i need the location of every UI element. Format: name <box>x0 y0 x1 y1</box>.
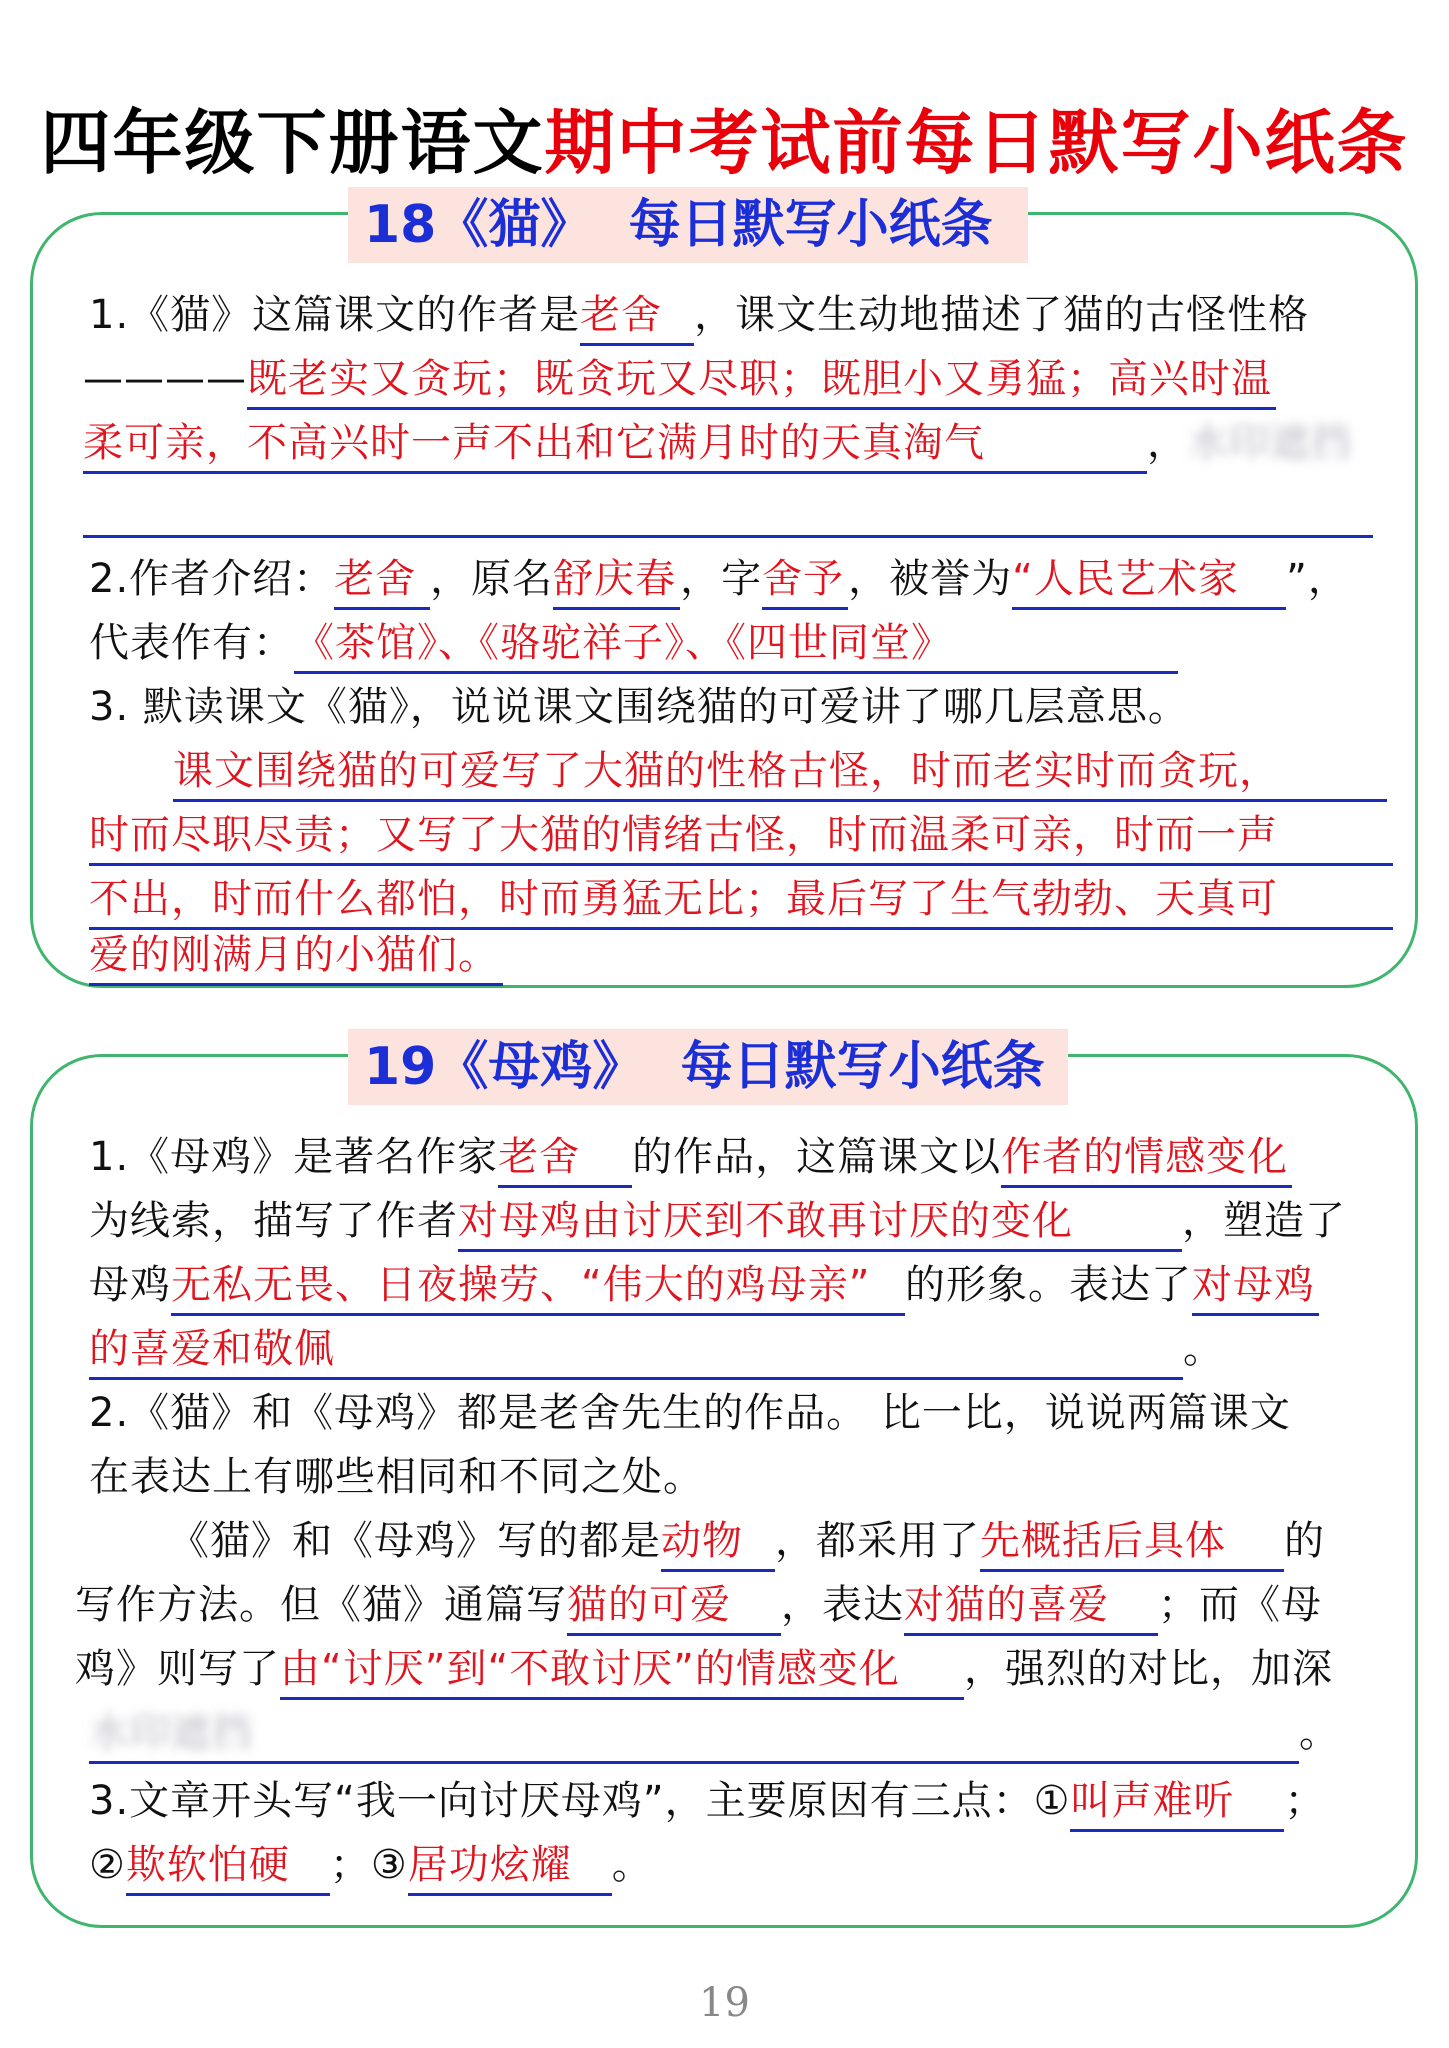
answer-animal: 动物 <box>661 1513 775 1572</box>
answer-feeling-2: 的喜爱和敬佩 <box>89 1321 1183 1380</box>
blank-line <box>369 1705 1299 1764</box>
q2-line2: 代表作有：《茶馆》、《骆驼祥子》、《四世同堂》 <box>89 611 1178 675</box>
blurred-watermark: 水印遮挡 <box>1188 420 1352 466</box>
q2-line1: 2.《猫》和《母鸡》都是老舍先生的作品。 比一比，说说两篇课文 <box>89 1390 1291 1436</box>
q2-line1: 2.作者介绍：老舍 ，原名舒庆春 ，字舍予 ，被誉为“人民艺术家 ”， <box>89 547 1349 611</box>
answer-character-2: 柔可亲，不高兴时一声不出和它满月时的天真淘气 <box>83 415 1147 474</box>
card-18-header: 18《猫》 每日默写小纸条 <box>348 187 1028 263</box>
answer-courtesy-name: 舍予 <box>762 551 848 610</box>
q1-line4: 的喜爱和敬佩 。 <box>89 1317 1224 1381</box>
q3-answer-3: 不出，时而什么都怕，时而勇猛无比；最后写了生气勃勃、天真可 <box>89 867 1393 931</box>
answer-reason-1: 叫声难听 <box>1070 1773 1284 1832</box>
answer-reason-2: 欺软怕硬 <box>126 1837 330 1896</box>
q3-line1: 3.文章开头写“我一向讨厌母鸡”，主要原因有三点：①叫声难听 ； <box>89 1769 1325 1833</box>
answer-honorific: “人民艺术家 <box>1012 551 1286 610</box>
q3-answer-4: 爱的刚满月的小猫们。 <box>89 923 503 987</box>
answer-method: 先概括后具体 <box>980 1513 1284 1572</box>
q3-answer-2: 时而尽职尽责；又写了大猫的情绪古怪，时而温柔可亲，时而一声 <box>89 803 1393 867</box>
blank-line <box>83 479 1373 538</box>
page-number: 19 <box>699 1980 750 2026</box>
q2-answer-3: 鸡》则写了由“讨厌”到“不敢讨厌”的情感变化 ，强烈的对比，加深 <box>75 1637 1333 1701</box>
title-grade: 四年级下册语文 <box>40 102 545 184</box>
answer-author: 老舍 <box>580 287 694 346</box>
q1-line3: 母鸡无私无畏、日夜操劳、“伟大的鸡母亲” 的形象。表达了对母鸡 <box>89 1253 1319 1317</box>
q1-line2: 为线索，描写了作者对母鸡由讨厌到不敢再讨厌的变化 ，塑造了 <box>89 1189 1346 1253</box>
answer-author: 老舍 <box>498 1129 632 1188</box>
answer-works: 《茶馆》、《骆驼祥子》、《四世同堂》 <box>294 615 1178 674</box>
answer-cute: 猫的可爱 <box>567 1577 781 1636</box>
q2-answer-1: 《猫》和《母鸡》写的都是动物 ，都采用了先概括后具体 的 <box>169 1509 1325 1573</box>
answer-reason-3: 居功炫耀 <box>408 1837 612 1896</box>
answer-image: 无私无畏、日夜操劳、“伟大的鸡母亲” <box>171 1257 905 1316</box>
card-lesson-19 <box>30 1037 1418 1928</box>
answer-clue: 作者的情感变化 <box>1001 1129 1292 1188</box>
q2-line2: 在表达上有哪些相同和不同之处。 <box>89 1454 704 1500</box>
answer-character-1: 既老实又贪玩；既贪玩又尽职；既胆小又勇猛；高兴时温 <box>247 351 1276 410</box>
q3-answer-1: 课文围绕猫的可爱写了大猫的性格古怪，时而老实时而贪玩， <box>173 739 1387 803</box>
page-title <box>0 102 1449 184</box>
q3-question: 3. 默读课文《猫》，说说课文围绕猫的可爱讲了哪几层意思。 <box>89 684 1189 730</box>
title-topic: 期中考试前每日默写小纸条 <box>544 102 1409 184</box>
q1-line1: 1.《猫》这篇课文的作者是老舍 ，课文生动地描述了猫的古怪性格 <box>89 283 1309 347</box>
answer-love: 对猫的喜爱 <box>904 1577 1158 1636</box>
q2-answer-4: 水印遮挡 。 <box>89 1701 1340 1765</box>
answer-feeling-1: 对母鸡 <box>1192 1257 1319 1316</box>
q3-line2: ②欺软怕硬 ；③居功炫耀 。 <box>89 1833 653 1897</box>
q1-line2: ————既老实又贪玩；既贪玩又尽职；既胆小又勇猛；高兴时温 <box>83 347 1276 411</box>
answer-original-name: 舒庆春 <box>553 551 680 610</box>
card-lesson-18 <box>30 195 1418 988</box>
blurred-watermark: 水印遮挡 <box>89 1705 369 1764</box>
answer-name: 老舍 <box>334 551 430 610</box>
q2-answer-2: 写作方法。但《猫》通篇写猫的可爱 ，表达对猫的喜爱 ；而《母 <box>75 1573 1322 1637</box>
q1-line3: 柔可亲，不高兴时一声不出和它满月时的天真淘气 ，水印遮挡 <box>83 411 1352 475</box>
q1-line1: 1.《母鸡》是著名作家老舍 的作品，这篇课文以作者的情感变化 <box>89 1125 1292 1189</box>
q1-line4 <box>83 475 1373 539</box>
card-19-header: 19《母鸡》 每日默写小纸条 <box>348 1029 1068 1105</box>
answer-change: 对母鸡由讨厌到不敢再讨厌的变化 <box>458 1193 1182 1252</box>
answer-contrast: 由“讨厌”到“不敢讨厌”的情感变化 <box>280 1641 964 1700</box>
